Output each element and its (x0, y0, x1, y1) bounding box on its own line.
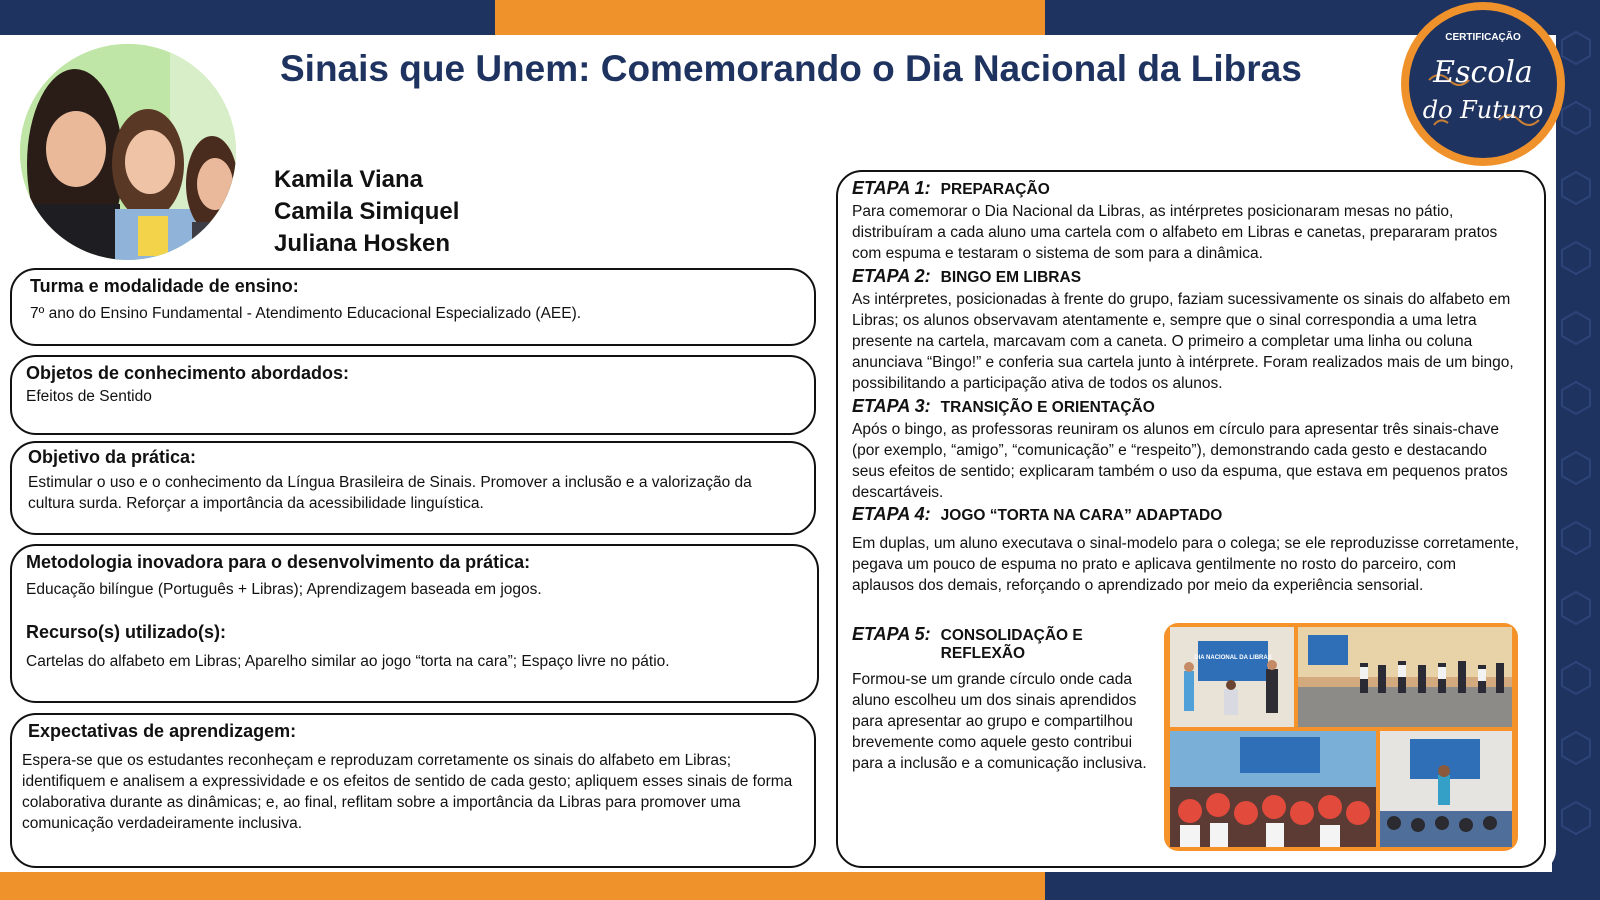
etapa-name: BINGO EM LIBRAS (940, 269, 1082, 286)
author-name: Kamila Viana (274, 166, 423, 193)
event-photo-classroom (1380, 731, 1512, 847)
etapa-label: ETAPA 5: (852, 624, 931, 644)
etapa-label: ETAPA 4: (852, 504, 931, 524)
etapa-text: As intérpretes, posicionadas à frente do grupo, faziam sucessivamente os sinais do alfabeto em Libras; os alunos observavam atentamente e, sempre que o sinal correspondia a uma letra presente na cartela, marcavam com a caneta. O primeiro a completar uma linha ou coluna anunciava “Bingo!” e conferia sua cartela junto à intérprete. Foram realizados mais de um bingo, possibilitando a participação ativa de todos os alunos. (852, 291, 1514, 392)
etapas-panel (836, 170, 1546, 868)
recursos-heading: Recurso(s) utilizado(s): (26, 622, 227, 642)
author-name: Camila Simiquel (274, 198, 460, 225)
metodologia-heading: Metodologia inovadora para o desenvolvimento da prática: (26, 552, 531, 572)
team-photo (20, 44, 236, 260)
badge-top-text: CERTIFICAÇÃO (1445, 32, 1521, 43)
event-photo-group (1170, 731, 1376, 847)
bottom-band (0, 872, 1600, 900)
objetivo-box (10, 441, 816, 535)
etapa-text: Formou-se um grande círculo onde cada aluno escolheu um dos sinais aprendidos para apresentar ao grupo e compartilhou brevemente como aquele gesto contribui para a inclusão e a comunicação inclusiva. (852, 671, 1147, 772)
objetos-box (10, 355, 816, 435)
etapa-text: Em duplas, um aluno executava o sinal-modelo para o colega; se ele reproduzisse corretamente, pegava um pouco de espuma no prato e aplicava gentilmente no rosto do parceiro, com aplausos dos demais, reforçando o aprendizado por meio da experiência sensorial. (852, 535, 1519, 594)
expectativas-text: Espera-se que os estudantes reconheçam e reproduzam corretamente os sinais do alfabeto em Libras; identifiquem e analisem a expressividade e os efeitos de sentido de cada gesto; apliquem esses sinais de forma colaborativa durante as dinâmicas; e, ao final, reflitam sobre a importância da Libras para promover uma comunicação verdadeiramente inclusiva. (22, 752, 793, 832)
author-name: Juliana Hosken (274, 230, 451, 257)
expectativas-heading: Expectativas de aprendizagem: (28, 721, 297, 741)
photo-collage (1164, 623, 1518, 851)
event-photo-patio (1298, 627, 1512, 727)
metodologia-box (10, 544, 819, 703)
metodologia-text: Educação bilíngue (Português + Libras); Aprendizagem baseada em jogos. (26, 581, 542, 598)
badge-line-2: do Futuro (1422, 96, 1544, 124)
banner-text: DIA NACIONAL DA LIBRAS (1194, 655, 1272, 661)
author-list (274, 164, 459, 260)
objetivo-text: Estimular o uso e o conhecimento da Língua Brasileira de Sinais. Promover a inclusão e a valorização da cultura surda. Reforçar a importância da acessibilidade linguística. (28, 474, 752, 512)
certification-badge (1401, 2, 1565, 166)
badge-line-1: Escola (1433, 55, 1533, 90)
etapa-text: Para comemorar o Dia Nacional da Libras, as intérpretes posicionaram mesas no pátio, distribuíram a cada aluno uma cartela com o alfabeto em Libras e canetas, prepararam pratos com espuma e testaram o sistema de som para a dinâmica. (852, 203, 1498, 262)
turma-heading: Turma e modalidade de ensino: (30, 276, 299, 296)
recursos-text: Cartelas do alfabeto em Libras; Aparelho similar ao jogo “torta na cara”; Espaço livre no pátio. (26, 653, 670, 670)
top-band (0, 0, 1600, 35)
etapa-name: JOGO “TORTA NA CARA” ADAPTADO (940, 507, 1223, 524)
page-title: Sinais que Unem: Comemorando o Dia Nacional da Libras (280, 48, 1302, 89)
etapa-1 (852, 178, 1522, 264)
objetivo-heading: Objetivo da prática: (28, 447, 197, 467)
etapa-2 (852, 266, 1522, 394)
etapa-name: CONSOLIDAÇÃO E REFLEXÃO (940, 627, 1083, 662)
objetos-text: Efeitos de Sentido (26, 388, 152, 405)
etapa-label: ETAPA 2: (852, 266, 931, 286)
etapa-name: PREPARAÇÃO (940, 181, 1050, 198)
event-photo-banner (1170, 627, 1294, 727)
etapa-name: TRANSIÇÃO E ORIENTAÇÃO (940, 399, 1155, 416)
turma-box (10, 268, 816, 346)
etapa-4 (852, 504, 1522, 596)
etapa-3 (852, 396, 1522, 503)
expectativas-box (10, 713, 816, 868)
hexagon-pattern (1552, 0, 1600, 900)
turma-text: 7º ano do Ensino Fundamental - Atendimento Educacional Especializado (AEE). (30, 305, 582, 322)
etapa-text: Após o bingo, as professoras reuniram os alunos em círculo para apresentar três sinais-chave (por exemplo, “amigo”, “comunicação” e “respeito”), demonstrando cada gesto e destacando seus efeitos de sentido; explicaram também o uso da espuma, que estava em pequenos pratos descartáveis. (852, 421, 1508, 501)
etapa-label: ETAPA 3: (852, 396, 931, 416)
objetos-heading: Objetos de conhecimento abordados: (26, 363, 350, 383)
etapa-5 (852, 624, 1152, 774)
etapa-label: ETAPA 1: (852, 178, 931, 198)
